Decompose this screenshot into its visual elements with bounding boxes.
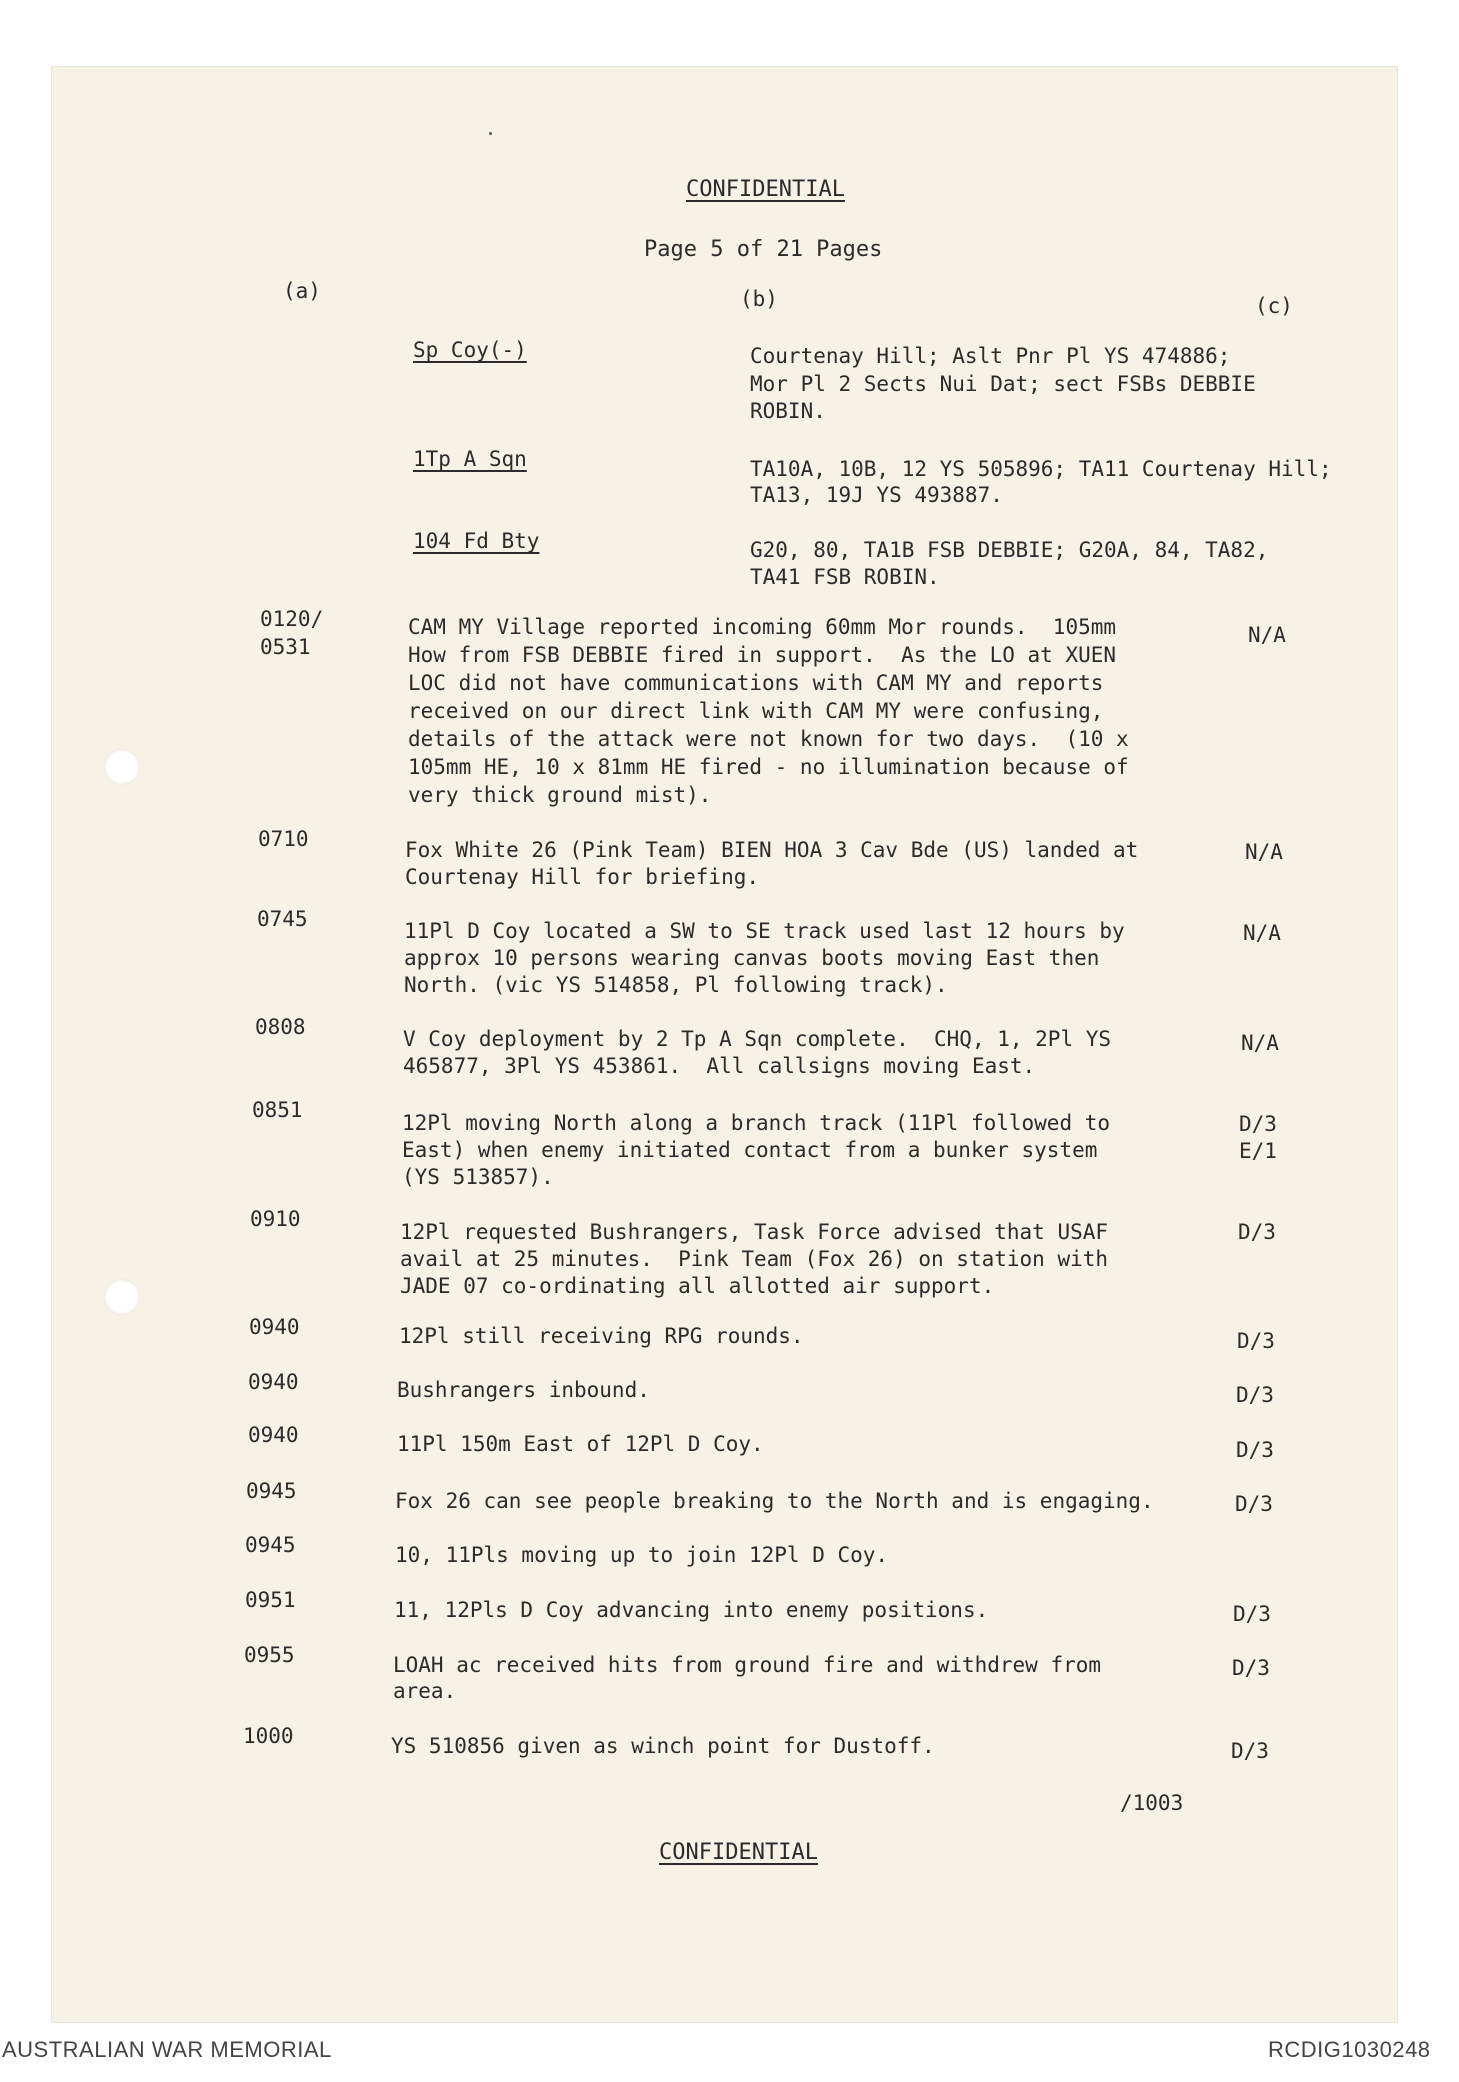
entry-text-line: very thick ground mist).: [408, 783, 712, 807]
entry-ref: D/3: [1232, 1656, 1270, 1680]
entry-text-line: North. (vic YS 514858, Pl following track).: [404, 973, 948, 997]
entry-ref: N/A: [1241, 1031, 1279, 1055]
entry-ref: D/3: [1236, 1383, 1274, 1407]
unit-location-line: Mor Pl 2 Sects Nui Dat; sect FSBs DEBBIE: [750, 372, 1256, 396]
archive-watermark-right: RCDIG1030248: [1268, 2037, 1431, 2062]
entry-text-line: 11Pl D Coy located a SW to SE track used last 12 hours by: [404, 919, 1125, 943]
entry-ref: E/1: [1239, 1139, 1277, 1163]
unit-location-line: G20, 80, TA1B FSB DEBBIE; G20A, 84, TA82,: [750, 538, 1269, 562]
entry-text-line: area.: [393, 1679, 457, 1703]
entry-text-line: Fox 26 can see people breaking to the North and is engaging.: [395, 1489, 1154, 1513]
entry-text-line: approx 10 persons wearing canvas boots moving East then: [404, 946, 1100, 970]
unit-location-line: TA41 FSB ROBIN.: [750, 565, 940, 589]
entry-text-line: East) when enemy initiated contact from a bunker system: [402, 1138, 1098, 1162]
entry-time: 0955: [244, 1643, 295, 1667]
unit-104-fd-bty: 104 Fd Bty: [413, 529, 540, 553]
unit-location-line: ROBIN.: [750, 399, 826, 423]
entry-time: 0940: [248, 1370, 299, 1394]
entry-ref: D/3: [1235, 1492, 1273, 1516]
entry-text-line: 11Pl 150m East of 12Pl D Coy.: [397, 1432, 764, 1456]
entry-time: 0910: [250, 1207, 301, 1231]
column-b-label: (b): [740, 287, 778, 311]
page-number: Page 5 of 21 Pages: [644, 237, 883, 262]
entry-ref: D/3: [1231, 1739, 1269, 1763]
entry-time: 0120/: [260, 607, 324, 631]
entry-time: 0940: [248, 1423, 299, 1447]
punch-hole-bottom: [104, 1279, 140, 1315]
entry-ref: N/A: [1248, 623, 1286, 647]
unit-sp-coy: Sp Coy(-): [413, 338, 527, 362]
column-c-label: (c): [1255, 294, 1293, 318]
entry-time: 1000: [243, 1724, 294, 1748]
entry-time: 0808: [255, 1015, 306, 1039]
archive-watermark-left: AUSTRALIAN WAR MEMORIAL: [2, 2037, 332, 2062]
entry-text-line: Courtenay Hill for briefing.: [405, 865, 760, 889]
entry-time: 0531: [260, 635, 311, 659]
entry-text-line: JADE 07 co-ordinating all allotted air support.: [400, 1274, 995, 1298]
entry-text-line: (YS 513857).: [402, 1165, 554, 1189]
entry-time: 0710: [258, 827, 309, 851]
entry-text-line: 105mm HE, 10 x 81mm HE fired - no illumination because of: [408, 755, 1129, 779]
entry-time: 0851: [252, 1098, 303, 1122]
entry-text-line: CAM MY Village reported incoming 60mm Mor rounds. 105mm: [408, 615, 1117, 639]
entry-text-line: 11, 12Pls D Coy advancing into enemy positions.: [394, 1598, 989, 1622]
entry-ref: D/3: [1239, 1112, 1277, 1136]
entry-text-line: LOC did not have communications with CAM MY and reports: [408, 671, 1104, 695]
entry-time: 0951: [245, 1588, 296, 1612]
entry-text-line: Bushrangers inbound.: [397, 1378, 650, 1402]
entry-ref: D/3: [1236, 1438, 1274, 1462]
entry-text-line: avail at 25 minutes. Pink Team (Fox 26) on station with: [400, 1247, 1109, 1271]
page-mark: [489, 132, 492, 135]
entry-time: 0945: [245, 1533, 296, 1557]
entry-ref: N/A: [1245, 840, 1283, 864]
entry-text-line: YS 510856 given as winch point for Dustoff.: [391, 1734, 935, 1758]
entry-ref: D/3: [1237, 1329, 1275, 1353]
entry-ref: N/A: [1243, 921, 1281, 945]
entry-text-line: details of the attack were not known for two days. (10 x: [408, 727, 1129, 751]
column-a-label: (a): [283, 279, 321, 303]
unit-location-line: Courtenay Hill; Aslt Pnr Pl YS 474886;: [750, 344, 1231, 368]
entry-text-line: LOAH ac received hits from ground fire and withdrew from: [393, 1653, 1102, 1677]
entry-ref: D/3: [1238, 1220, 1276, 1244]
entry-text-line: V Coy deployment by 2 Tp A Sqn complete. CHQ, 1, 2Pl YS: [403, 1027, 1112, 1051]
entry-text-line: 12Pl moving North along a branch track (11Pl followed to: [402, 1111, 1111, 1135]
entry-text-line: 10, 11Pls moving up to join 12Pl D Coy.: [395, 1543, 889, 1567]
entry-time: 0945: [246, 1479, 297, 1503]
entry-text-line: How from FSB DEBBIE fired in support. As the LO at XUEN: [408, 643, 1117, 667]
punch-hole-top: [104, 749, 140, 785]
entry-ref: D/3: [1233, 1602, 1271, 1626]
entry-text-line: received on our direct link with CAM MY were confusing,: [408, 699, 1104, 723]
classification-header: CONFIDENTIAL: [686, 177, 845, 202]
classification-footer: CONFIDENTIAL: [659, 1840, 818, 1865]
entry-text-line: 12Pl requested Bushrangers, Task Force advised that USAF: [400, 1220, 1109, 1244]
unit-1tp-a-sqn: 1Tp A Sqn: [413, 447, 527, 471]
unit-location-line: TA10A, 10B, 12 YS 505896; TA11 Courtenay Hill;: [750, 457, 1332, 481]
continuation-marker: /1003: [1120, 1791, 1184, 1815]
entry-time: 0940: [249, 1315, 300, 1339]
entry-text-line: 12Pl still receiving RPG rounds.: [399, 1324, 804, 1348]
unit-location-line: TA13, 19J YS 493887.: [750, 483, 1003, 507]
entry-text-line: Fox White 26 (Pink Team) BIEN HOA 3 Cav Bde (US) landed at: [405, 838, 1139, 862]
entry-text-line: 465877, 3Pl YS 453861. All callsigns moving East.: [403, 1054, 1036, 1078]
entry-time: 0745: [257, 907, 308, 931]
